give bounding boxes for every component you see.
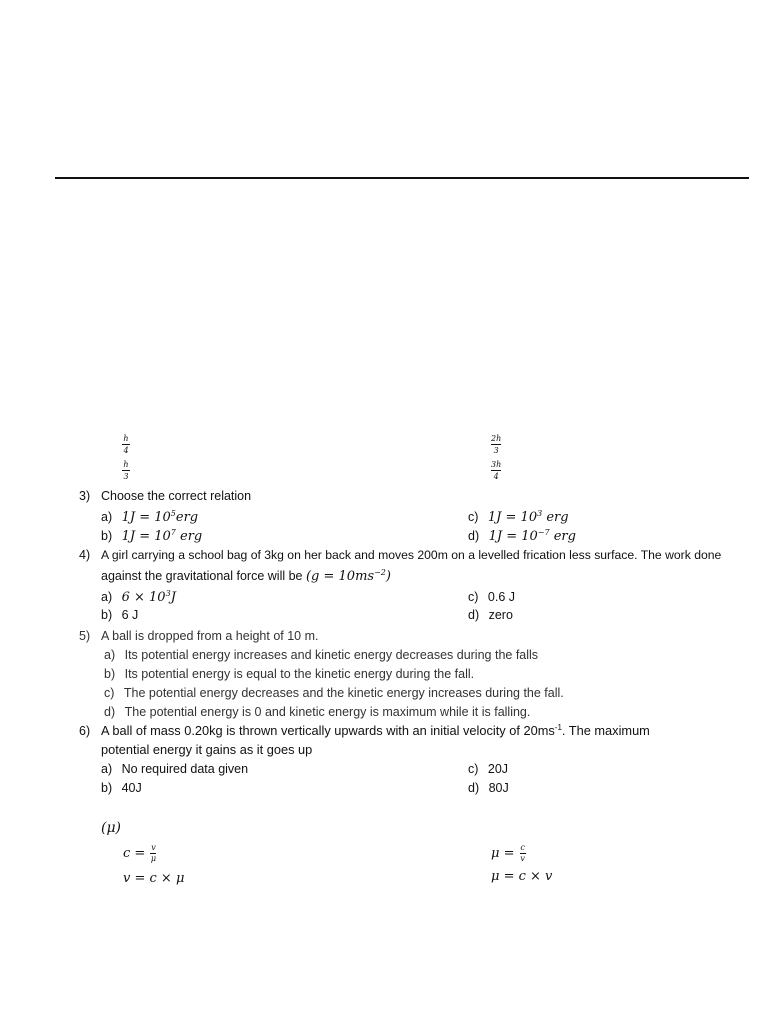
question-5-text: A ball is dropped from a height of 10 m.	[101, 629, 319, 643]
q4-option-c: c) 0.6 J	[468, 590, 516, 604]
question-4-text-line1: A girl carrying a school bag of 3kg on her back and moves 200m on a levelled frication less surface. The work done	[101, 548, 722, 562]
q3-option-c: c) $1J = 10^3$ erg	[468, 509, 569, 525]
q4-option-a: a) $6 \times 10^3J$	[101, 589, 176, 605]
question-4-text-line2: against the gravitational force will be $(g = 10ms^{-2})$	[101, 568, 391, 584]
question-6-number: 6)	[79, 724, 91, 738]
q3-option-b: b) $1J = 10^7$ erg	[101, 528, 203, 544]
fraction-h-over-3: h 3	[123, 460, 129, 481]
option-label: b)	[101, 529, 113, 543]
equation-v-equals-c-times-mu: v = c × μ	[123, 871, 185, 886]
option-label: b)	[101, 781, 113, 795]
option-label: b)	[104, 667, 116, 681]
option-label: d)	[104, 705, 116, 719]
question-3-number: 3)	[79, 489, 91, 503]
q5-option-d: d) The potential energy is 0 and kinetic energy is maximum while it is falling.	[104, 705, 531, 719]
fraction-2h-over-3: 2h 3	[491, 434, 502, 455]
question-6-text-line1: A ball of mass 0.20kg is thrown vertically upwards with an initial velocity of $20ms^{-1}$. The maximum	[101, 723, 650, 738]
q6-option-b: b) 40J	[101, 781, 142, 795]
equation-c-equals-v-over-mu: c = $\frac{v}{\mu}$	[123, 843, 157, 863]
option-label: b)	[101, 608, 113, 622]
option-label: c)	[104, 686, 115, 700]
q5-option-c: c) The potential energy decreases and the kinetic energy increases during the fall.	[104, 686, 564, 700]
option-label: a)	[101, 590, 113, 604]
option-label: d)	[468, 608, 480, 622]
q6-option-d: d) 80J	[468, 781, 509, 795]
option-label: c)	[468, 510, 479, 524]
q4-option-d: d) zero	[468, 608, 513, 622]
equation-mu-equals-c-over-v: μ = $\frac{c}{v}$	[491, 843, 525, 863]
option-label: d)	[468, 781, 480, 795]
q4-option-b: b) 6 J	[101, 608, 139, 622]
option-label: a)	[104, 648, 116, 662]
equation-mu-equals-c-times-v: μ = c × v	[491, 869, 553, 884]
question-4-number: 4)	[79, 548, 91, 562]
mu-symbol: (μ)	[101, 820, 122, 836]
option-label: d)	[468, 529, 480, 543]
question-6-text-line2: potential energy it gains as it goes up	[101, 742, 313, 757]
option-label: a)	[101, 762, 113, 776]
question-5-number: 5)	[79, 629, 91, 643]
q5-option-a: a) Its potential energy increases and kinetic energy decreases during the falls	[104, 648, 539, 662]
option-label: a)	[101, 510, 113, 524]
q3-option-d: d) $1J = 10^{-7}$ erg	[468, 528, 576, 544]
horizontal-rule	[55, 177, 749, 179]
q3-option-a: a) $1J = 10^5erg$	[101, 509, 199, 525]
question-3-text: Choose the correct relation	[101, 489, 252, 503]
option-label: c)	[468, 590, 479, 604]
q5-option-b: b) Its potential energy is equal to the kinetic energy during the fall.	[104, 667, 475, 681]
q6-option-c: c) 20J	[468, 762, 509, 776]
option-label: c)	[468, 762, 479, 776]
fraction-3h-over-4: 3h 4	[491, 460, 502, 481]
fraction-h-over-4: h 4	[123, 434, 129, 455]
q6-option-a: a) No required data given	[101, 762, 249, 776]
